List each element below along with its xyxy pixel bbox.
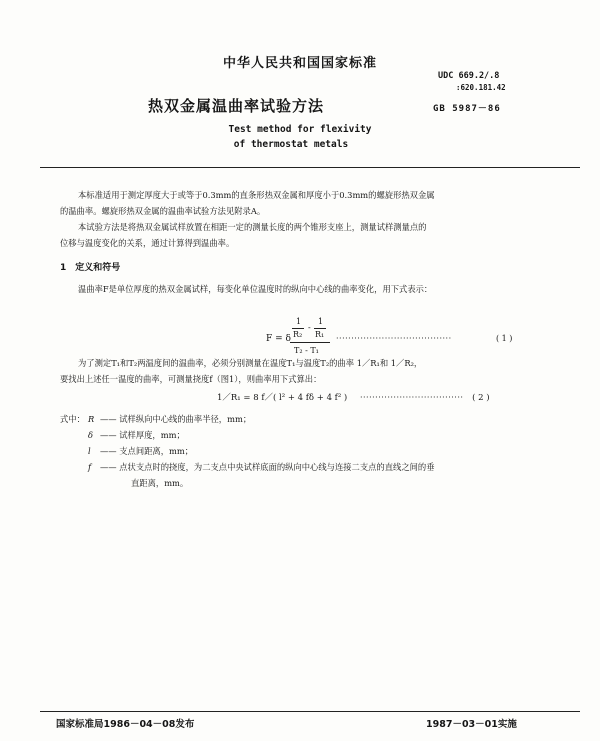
- definition-text: —— 试样厚度，mm；: [100, 430, 185, 440]
- formula1-fraction-bar-b: [314, 328, 326, 329]
- english-title-line2: of thermostat metals: [233, 139, 349, 150]
- section-heading: 1 定义和符号: [60, 263, 121, 273]
- english-title-line1: Test method for flexivity: [228, 124, 372, 135]
- definition-paragraph: 温曲率F是单位厚度的热双金属试样，每变化单位温度时的纵向中心线的曲率变化，用下式表示：: [78, 284, 433, 294]
- definition-symbol: R: [88, 414, 95, 424]
- definition-text: —— 试样纵向中心线的曲率半径，mm；: [100, 414, 252, 424]
- definition-symbol: f: [88, 462, 92, 472]
- definition-item: [88, 443, 193, 459]
- gb-number: GB 5987－86: [433, 104, 501, 114]
- formula1-lhs: F = δ: [266, 334, 291, 344]
- definition-symbol: l: [88, 446, 91, 456]
- measurement-para-line2: 要找出上述任一温度的曲率，可测量挠度f（图1），则曲率用下式算出：: [60, 374, 322, 384]
- intro-para1-line2: 的温曲率。螺旋形热双金属的温曲率试验方法见附录A。: [60, 206, 266, 216]
- definition-item: [88, 411, 251, 427]
- measurement-para-line1: 为了测定T₁和T₂两温度间的温曲率，必须分别测量在温度T₁与温度T₂的曲率 1／R₁和 1／R₂，: [78, 358, 423, 368]
- intro-para2-line2: 位移与温度变化的关系，通过计算得到温曲率。: [60, 238, 235, 248]
- udc-code: UDC 669.2/.8: [438, 71, 500, 81]
- formula1-label: ( 1 ): [496, 334, 513, 343]
- definition-text: —— 支点间距离，mm；: [100, 446, 194, 456]
- formula2-expression: 1／R₁ = 8 f／( l² + 4 fδ + 4 f² ): [217, 393, 348, 403]
- formula1-num-a: 1: [296, 317, 302, 326]
- national-standard-heading: 中华人民共和国国家标准: [222, 56, 377, 71]
- formula1-den-b: R₁: [315, 330, 325, 339]
- definition-item: [88, 427, 185, 443]
- formula1-fraction-bar-a: [292, 328, 304, 329]
- formula2-label: ( 2 ): [472, 393, 490, 403]
- formula1-minus: -: [308, 323, 311, 332]
- intro-para1-line1: 本标准适用于测定厚度大于或等于0.3mm的直条形热双金属和厚度小于0.3mm的螺旋形热双金属: [78, 190, 435, 200]
- formula1-leaders: ······································: [336, 334, 452, 343]
- udc-code-continued: :620.181.42: [456, 83, 506, 92]
- definition-text: —— 点状支点时的挠度，为二支点中央试样底面的纵向中心线与连接二支点的直线之间的垂: [100, 462, 435, 472]
- effective-date: 1987－03－01实施: [426, 719, 517, 730]
- formula2-leaders: ··································: [359, 393, 464, 402]
- issue-date: 国家标准局1986－04－08发布: [56, 719, 195, 730]
- definition-item: [88, 459, 435, 475]
- formula1-num-b: 1: [318, 317, 324, 326]
- formula1-den-a: R₂: [293, 330, 303, 339]
- formula-2: [217, 391, 490, 403]
- formula1-denominator: T₂ - T₁: [294, 346, 319, 355]
- footer-divider: [40, 711, 580, 712]
- intro-para2-line1: 本试验方法是将热双金属试样放置在相距一定的测量长度的两个锥形支座上，测量试样测量点的: [78, 222, 427, 232]
- definition-continuation: 直距离，mm。: [131, 478, 189, 488]
- definition-symbol: δ: [88, 430, 93, 440]
- document-title: 热双金属温曲率试验方法: [148, 97, 325, 115]
- definitions-intro: 式中：: [60, 414, 85, 424]
- header-divider: [40, 167, 580, 168]
- formula1-main-bar: [290, 342, 330, 343]
